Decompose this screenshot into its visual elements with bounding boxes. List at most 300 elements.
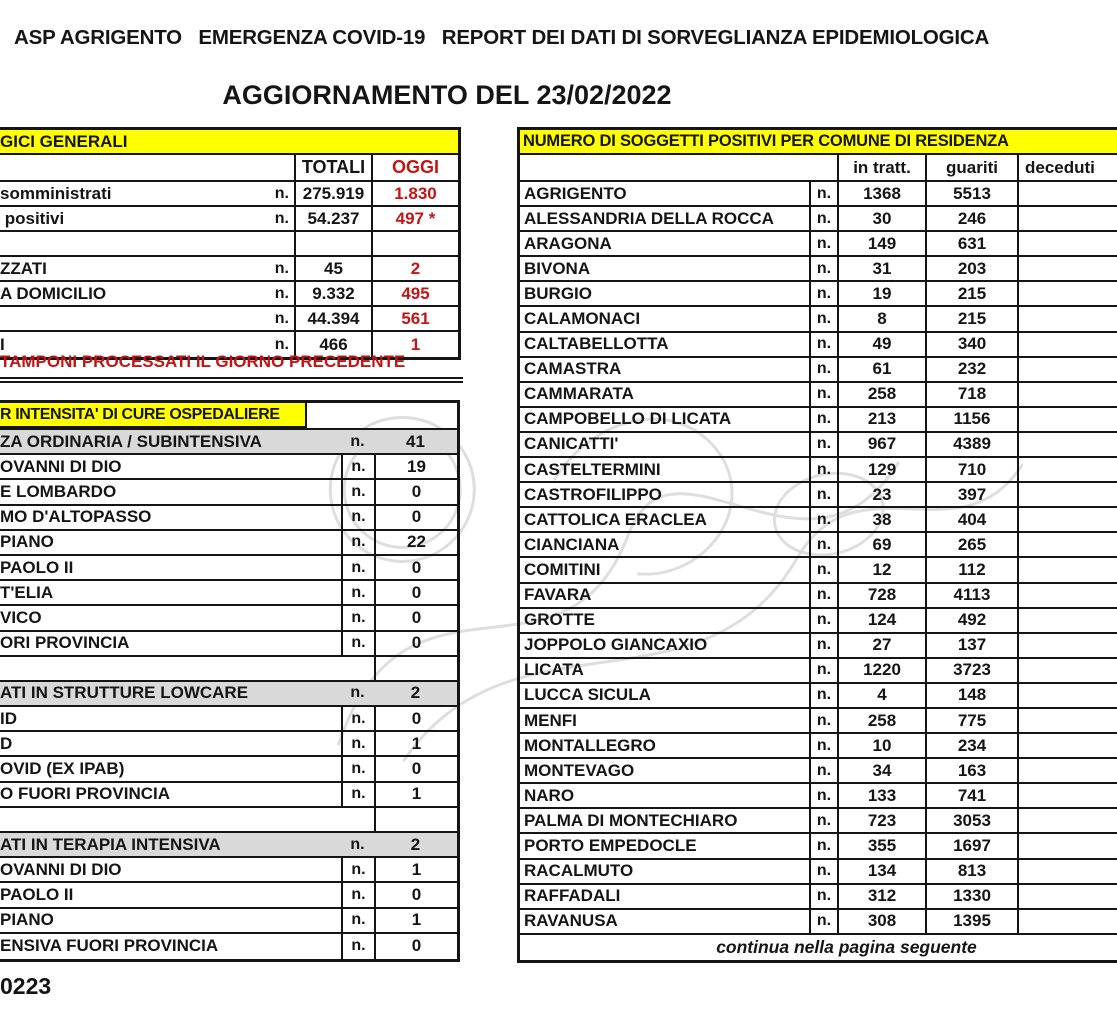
table-row	[0, 858, 457, 883]
hospital-table-header-row	[0, 403, 457, 430]
table-row	[520, 433, 1117, 458]
row-label: D	[0, 733, 13, 753]
n-label: n.	[341, 858, 374, 881]
table-row	[520, 634, 1117, 659]
n-label: n.	[341, 707, 374, 730]
n-label: n.	[274, 284, 289, 302]
table-row	[0, 883, 457, 908]
row-label-cell	[0, 207, 294, 230]
clipped-value	[1017, 734, 1109, 757]
clipped-value	[1017, 558, 1109, 581]
row-label: A DOMICILIO	[0, 283, 107, 303]
row-label: E LOMBARDO	[0, 481, 117, 501]
comune-name: PORTO EMPEDOCLE	[524, 835, 697, 855]
n-label: n.	[809, 784, 837, 807]
comune-name: CAMASTRA	[524, 359, 622, 379]
n-label: n.	[809, 433, 837, 456]
col-header-clipped: deceduti	[1017, 155, 1109, 180]
table-row	[0, 909, 457, 934]
col-header-guariti: guariti	[925, 155, 1017, 180]
comuni-positivi-table	[517, 127, 1117, 963]
hospital-table-header: R INTENSITA' DI CURE OSPEDALIERE	[0, 403, 307, 428]
n-label: n.	[809, 558, 837, 581]
guariti-value: 203	[925, 257, 1017, 280]
clipped-value	[1017, 609, 1109, 632]
in-tratt-value: 1368	[837, 182, 925, 205]
n-label: n.	[341, 531, 374, 554]
table-row	[0, 182, 458, 207]
comuni-table-header: NUMERO DI SOGGETTI POSITIVI PER COMUNE DI RESIDENZA	[520, 130, 1117, 155]
empty-cell	[809, 155, 837, 180]
n-label: n.	[350, 684, 365, 702]
comune-name: FAVARA	[524, 585, 592, 605]
empty-cell	[520, 155, 809, 180]
clipped-value	[1017, 709, 1109, 732]
table-row	[0, 430, 457, 455]
n-label: n.	[809, 408, 837, 431]
comune-name: PALMA DI MONTECHIARO	[524, 810, 738, 830]
n-label: n.	[809, 483, 837, 506]
col-header-oggi: OGGI	[371, 155, 458, 180]
oggi-value: 1.830	[371, 182, 458, 205]
guariti-value: 1156	[925, 408, 1017, 431]
n-label: n.	[809, 734, 837, 757]
comune-name: BURGIO	[524, 283, 592, 303]
guariti-value: 492	[925, 609, 1017, 632]
n-label: n.	[341, 455, 374, 478]
table-row	[520, 182, 1117, 207]
row-value: 0	[374, 506, 457, 529]
clipped-value	[1017, 659, 1109, 682]
row-value: 2	[410, 834, 421, 854]
table-row	[0, 480, 457, 505]
table-row	[520, 533, 1117, 558]
n-label: n.	[809, 257, 837, 280]
clipped-value	[1017, 533, 1109, 556]
table-row	[0, 531, 457, 556]
update-date-title: AGGIORNAMENTO DEL 23/02/2022	[222, 80, 672, 110]
col-header-totali: TOTALI	[294, 155, 371, 180]
comune-name: CASTELTERMINI	[524, 459, 661, 479]
table-row	[0, 757, 457, 782]
comune-name: CASTROFILIPPO	[524, 484, 662, 504]
n-label: n.	[809, 885, 837, 908]
in-tratt-value: 12	[837, 558, 925, 581]
table-row	[520, 734, 1117, 759]
col-header-in-tratt: in tratt.	[837, 155, 925, 180]
n-label: n.	[341, 732, 374, 755]
row-label-cell	[0, 307, 294, 330]
guariti-value: 232	[925, 358, 1017, 381]
guariti-value: 340	[925, 333, 1017, 356]
in-tratt-value: 258	[837, 709, 925, 732]
row-label: ZA ORDINARIA / SUBINTENSIVA	[0, 431, 262, 451]
n-label: n.	[341, 632, 374, 655]
clipped-value	[1017, 232, 1109, 255]
table-row	[520, 609, 1117, 634]
comune-name: RAFFADALI	[524, 886, 621, 906]
guariti-value: 234	[925, 734, 1017, 757]
row-value: 1	[374, 783, 457, 806]
guariti-value: 265	[925, 533, 1017, 556]
clipped-value	[1017, 433, 1109, 456]
guariti-value: 4389	[925, 433, 1017, 456]
table-row	[0, 632, 457, 657]
table-row	[0, 207, 458, 232]
comune-name: CATTOLICA ERACLEA	[524, 509, 707, 529]
in-tratt-value: 23	[837, 483, 925, 506]
row-value: 2	[410, 683, 421, 703]
table-row	[0, 455, 457, 480]
table-row	[0, 581, 457, 606]
clipped-value	[1017, 910, 1109, 933]
row-label-cell	[0, 257, 294, 280]
table-row	[520, 759, 1117, 784]
table-row	[0, 282, 458, 307]
clipped-value	[1017, 885, 1109, 908]
n-label: n.	[809, 232, 837, 255]
row-label: PIANO	[0, 910, 54, 930]
n-label: n.	[341, 606, 374, 629]
row-label: PIANO	[0, 532, 54, 552]
table-row	[0, 682, 457, 707]
row-label: VICO	[0, 607, 42, 627]
n-label: n.	[341, 883, 374, 906]
comune-name: CANICATTI'	[524, 434, 619, 454]
row-value: 0	[374, 707, 457, 730]
guariti-value: 741	[925, 784, 1017, 807]
n-label: n.	[274, 309, 289, 327]
table-row	[0, 657, 457, 682]
in-tratt-value: 69	[837, 533, 925, 556]
table-row	[520, 307, 1117, 332]
comune-name: CALAMONACI	[524, 309, 641, 329]
guariti-value: 1395	[925, 910, 1017, 933]
row-value: 22	[374, 531, 457, 554]
clipped-value	[1017, 182, 1109, 205]
in-tratt-value: 38	[837, 508, 925, 531]
table-row	[0, 232, 458, 257]
in-tratt-value: 134	[837, 860, 925, 883]
comune-name: CAMPOBELLO DI LICATA	[524, 409, 732, 429]
n-label: n.	[809, 609, 837, 632]
n-label: n.	[809, 834, 837, 857]
row-value: 0	[374, 632, 457, 655]
row-label: T'ELIA	[0, 582, 54, 602]
oggi-value: 2	[371, 257, 458, 280]
n-label: n.	[809, 508, 837, 531]
n-label: n.	[341, 556, 374, 579]
n-label: n.	[809, 383, 837, 406]
table-row	[520, 358, 1117, 383]
oggi-value: 1	[371, 332, 458, 357]
table-row	[520, 860, 1117, 885]
in-tratt-value: 31	[837, 257, 925, 280]
n-label	[341, 808, 374, 831]
in-tratt-value: 1220	[837, 659, 925, 682]
row-label: MO D'ALTOPASSO	[0, 507, 152, 527]
table-row	[520, 659, 1117, 684]
row-label: PAOLO II	[0, 884, 74, 904]
row-value: 41	[406, 431, 425, 451]
in-tratt-value: 49	[837, 333, 925, 356]
table-row	[520, 408, 1117, 433]
table-row	[520, 508, 1117, 533]
in-tratt-value: 355	[837, 834, 925, 857]
totali-value: 9.332	[294, 282, 371, 305]
row-label: OVANNI DI DIO	[0, 859, 122, 879]
in-tratt-value: 8	[837, 307, 925, 330]
n-label: n.	[341, 757, 374, 780]
row-label: PAOLO II	[0, 557, 74, 577]
clipped-value	[1017, 383, 1109, 406]
clipped-value	[1017, 207, 1109, 230]
row-label: somministrati	[0, 183, 112, 203]
row-label-cell	[0, 282, 294, 305]
n-label	[341, 657, 374, 680]
table-row	[520, 684, 1117, 709]
table-row	[520, 257, 1117, 282]
tamponi-footnote: TAMPONI PROCESSATI IL GIORNO PRECEDENTE	[0, 352, 406, 371]
n-label: n.	[274, 184, 289, 202]
n-label: n.	[809, 684, 837, 707]
clipped-value	[1017, 307, 1109, 330]
comune-name: AGRIGENTO	[524, 183, 627, 203]
clipped-value	[1017, 458, 1109, 481]
n-label: n.	[341, 909, 374, 932]
guariti-value: 3053	[925, 809, 1017, 832]
comune-name: BIVONA	[524, 258, 591, 278]
general-table-body	[0, 182, 458, 357]
guariti-value: 718	[925, 383, 1017, 406]
clipped-value	[1017, 408, 1109, 431]
guariti-value: 137	[925, 634, 1017, 657]
comune-name: RACALMUTO	[524, 861, 634, 881]
comuni-table-columns-row	[520, 155, 1117, 182]
comune-name: LUCCA SICULA	[524, 685, 651, 705]
in-tratt-value: 4	[837, 684, 925, 707]
row-value: 1	[374, 858, 457, 881]
general-table-columns-row	[0, 155, 458, 182]
clipped-value	[1017, 508, 1109, 531]
n-label: n.	[809, 910, 837, 933]
row-value: 1	[374, 732, 457, 755]
clipped-value	[1017, 684, 1109, 707]
table-row	[520, 282, 1117, 307]
n-label: n.	[341, 783, 374, 806]
row-label: ATI IN TERAPIA INTENSIVA	[0, 834, 221, 854]
n-label: n.	[341, 480, 374, 503]
n-label: n.	[809, 358, 837, 381]
n-label: n.	[809, 182, 837, 205]
comune-name: MONTALLEGRO	[524, 735, 656, 755]
table-row	[0, 833, 457, 858]
guariti-value: 631	[925, 232, 1017, 255]
table-row	[0, 556, 457, 581]
table-row	[0, 257, 458, 282]
row-label-cell	[0, 232, 294, 255]
comune-name: CALTABELLOTTA	[524, 334, 669, 354]
general-table-header: GICI GENERALI	[0, 130, 458, 155]
row-label	[0, 808, 341, 831]
in-tratt-value: 124	[837, 609, 925, 632]
bottom-left-fragment: 0223	[0, 973, 52, 999]
guariti-value: 710	[925, 458, 1017, 481]
totali-value	[294, 232, 371, 255]
n-label: n.	[809, 809, 837, 832]
n-label: n.	[350, 835, 365, 853]
row-value	[374, 808, 457, 831]
row-label: ORI PROVINCIA	[0, 633, 130, 653]
n-label: n.	[274, 209, 289, 227]
in-tratt-value: 30	[837, 207, 925, 230]
table-row	[520, 207, 1117, 232]
comune-name: CIANCIANA	[524, 534, 620, 554]
comune-name: CAMMARATA	[524, 384, 634, 404]
clipped-value	[1017, 634, 1109, 657]
in-tratt-value: 312	[837, 885, 925, 908]
guariti-value: 3723	[925, 659, 1017, 682]
table-row	[0, 606, 457, 631]
table-row	[520, 483, 1117, 508]
continua-footer: continua nella pagina seguente	[716, 936, 977, 957]
guariti-value: 5513	[925, 182, 1017, 205]
totali-value: 45	[294, 257, 371, 280]
guariti-value: 813	[925, 860, 1017, 883]
guariti-value: 112	[925, 558, 1017, 581]
n-label: n.	[809, 533, 837, 556]
clipped-value	[1017, 860, 1109, 883]
n-label: n.	[341, 581, 374, 604]
clipped-value	[1017, 784, 1109, 807]
in-tratt-value: 19	[837, 282, 925, 305]
hospital-care-table	[0, 400, 460, 962]
comune-name: COMITINI	[524, 559, 601, 579]
in-tratt-value: 10	[837, 734, 925, 757]
table-row	[520, 885, 1117, 910]
comune-name: RAVANUSA	[524, 911, 618, 931]
n-label: n.	[809, 634, 837, 657]
row-label: OVID (EX IPAB)	[0, 759, 125, 779]
guariti-value: 397	[925, 483, 1017, 506]
guariti-value: 1697	[925, 834, 1017, 857]
guariti-value: 4113	[925, 584, 1017, 607]
row-label: ENSIVA FUORI PROVINCIA	[0, 936, 219, 956]
row-label: I	[0, 334, 5, 354]
guariti-value: 1330	[925, 885, 1017, 908]
n-label: n.	[274, 259, 289, 277]
table-row	[0, 808, 457, 833]
n-label: n.	[274, 335, 289, 353]
n-label: n.	[809, 860, 837, 883]
row-label: positivi	[0, 208, 65, 228]
comune-name: NARO	[524, 785, 575, 805]
table-row	[520, 383, 1117, 408]
divider-double-line	[0, 377, 463, 383]
guariti-value: 215	[925, 307, 1017, 330]
row-value: 0	[374, 480, 457, 503]
in-tratt-value: 967	[837, 433, 925, 456]
table-row	[0, 934, 457, 959]
table-row	[520, 232, 1117, 257]
n-label: n.	[809, 333, 837, 356]
comune-name: JOPPOLO GIANCAXIO	[524, 635, 708, 655]
n-label: n.	[809, 307, 837, 330]
guariti-value: 246	[925, 207, 1017, 230]
table-row	[520, 584, 1117, 609]
general-data-table	[0, 127, 461, 360]
in-tratt-value: 149	[837, 232, 925, 255]
row-value: 0	[374, 606, 457, 629]
row-value	[374, 657, 457, 680]
in-tratt-value: 723	[837, 809, 925, 832]
clipped-value	[1017, 333, 1109, 356]
row-label: O FUORI PROVINCIA	[0, 784, 171, 804]
guariti-value: 404	[925, 508, 1017, 531]
oggi-value: 495	[371, 282, 458, 305]
clipped-value	[1017, 483, 1109, 506]
table-row	[520, 784, 1117, 809]
totali-value: 44.394	[294, 307, 371, 330]
row-value: 1	[374, 909, 457, 932]
comune-name: MENFI	[524, 710, 577, 730]
totali-value: 466	[294, 332, 371, 357]
empty-cell	[307, 403, 457, 428]
table-row	[520, 910, 1117, 935]
comuni-table-body	[520, 182, 1117, 935]
n-label: n.	[341, 506, 374, 529]
in-tratt-value: 27	[837, 634, 925, 657]
guariti-value: 215	[925, 282, 1017, 305]
oggi-value: 561	[371, 307, 458, 330]
row-value: 19	[374, 455, 457, 478]
comune-name: ARAGONA	[524, 233, 612, 253]
n-label: n.	[809, 282, 837, 305]
hospital-table-body	[0, 430, 457, 959]
clipped-value	[1017, 257, 1109, 280]
guariti-value: 148	[925, 684, 1017, 707]
comune-name: ALESSANDRIA DELLA ROCCA	[524, 208, 774, 228]
comune-name: MONTEVAGO	[524, 760, 635, 780]
guariti-value: 775	[925, 709, 1017, 732]
row-label: ID	[0, 708, 17, 728]
in-tratt-value: 308	[837, 910, 925, 933]
empty-cell	[0, 155, 294, 180]
n-label: n.	[809, 659, 837, 682]
row-label: ZZATI	[0, 258, 47, 278]
table-row	[0, 707, 457, 732]
totali-value: 54.237	[294, 207, 371, 230]
in-tratt-value: 213	[837, 408, 925, 431]
page-title: ASP AGRIGENTO EMERGENZA COVID-19 REPORT DEI DATI DI SORVEGLIANZA EPIDEMIOLOGICA	[14, 26, 990, 49]
row-label: ATI IN STRUTTURE LOWCARE	[0, 683, 249, 703]
clipped-value	[1017, 834, 1109, 857]
n-label: n.	[809, 458, 837, 481]
clipped-value	[1017, 282, 1109, 305]
table-row	[520, 834, 1117, 859]
table-row	[520, 809, 1117, 834]
oggi-value: 497 *	[371, 207, 458, 230]
row-value: 0	[374, 883, 457, 906]
guariti-value: 163	[925, 759, 1017, 782]
oggi-value	[371, 232, 458, 255]
table-row	[0, 506, 457, 531]
table-row	[0, 307, 458, 332]
in-tratt-value: 728	[837, 584, 925, 607]
in-tratt-value: 133	[837, 784, 925, 807]
clipped-value	[1017, 759, 1109, 782]
comune-name: GROTTE	[524, 610, 595, 630]
